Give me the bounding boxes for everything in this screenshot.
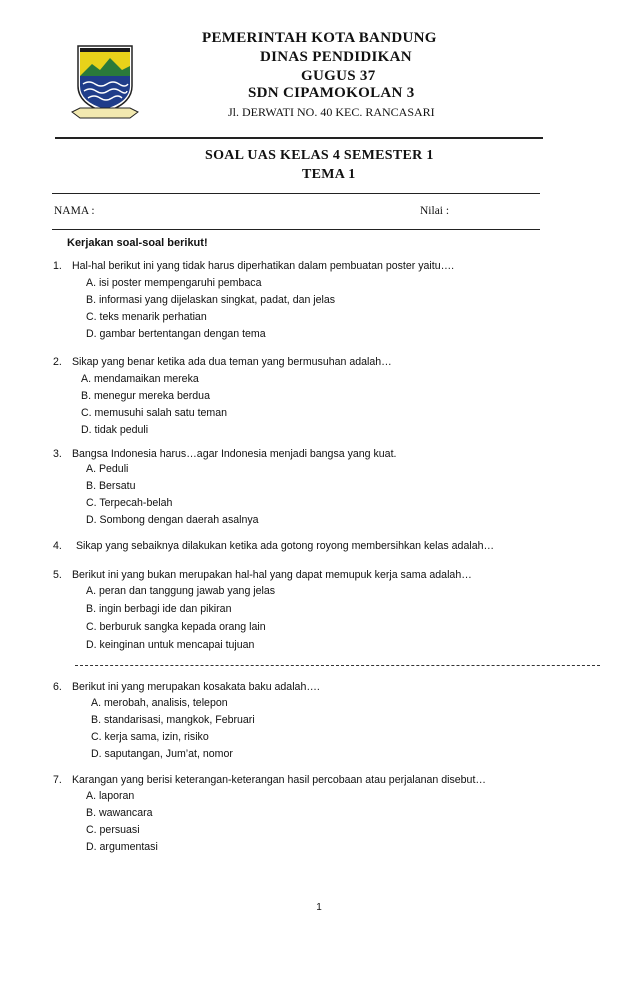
question-2 <box>53 354 613 371</box>
q7-option-d: D. argumentasi <box>86 841 158 853</box>
question-number: 3. <box>53 448 62 460</box>
q5-option-c: C. berburuk sangka kepada orang lain <box>86 621 266 633</box>
q7-option-a: A. laporan <box>86 790 135 802</box>
question-text: Berikut ini yang merupakan kosakata baku adalah…. <box>71 681 320 693</box>
q6-option-b: B. standarisasi, mangkok, Februari <box>91 714 255 726</box>
bandung-city-crest-icon <box>70 42 140 124</box>
question-number: 1. <box>53 260 62 272</box>
q7-option-c: C. persuasi <box>86 824 140 836</box>
q6-option-c: C. kerja sama, izin, risiko <box>91 731 209 743</box>
question-3 <box>53 446 613 463</box>
question-1 <box>53 258 613 275</box>
q2-option-d: D. tidak peduli <box>81 424 149 436</box>
q1-option-d: D. gambar bertentangan dengan tema <box>86 328 266 340</box>
header-line-government: PEMERINTAH KOTA BANDUNG <box>202 30 437 46</box>
exam-subtitle: TEMA 1 <box>302 167 356 182</box>
question-number: 5. <box>53 569 62 581</box>
q1-option-a: A. isi poster mempengaruhi pembaca <box>86 277 262 289</box>
question-number: 7. <box>53 774 62 786</box>
q3-option-d: D. Sombong dengan daerah asalnya <box>86 514 259 526</box>
q6-option-a: A. merobah, analisis, telepon <box>91 697 228 709</box>
question-number: 2. <box>53 356 62 368</box>
q2-option-b: B. menegur mereka berdua <box>81 390 210 402</box>
question-text: Berikut ini yang bukan merupakan hal-hal yang dapat memupuk kerja sama adalah… <box>71 569 472 581</box>
q5-option-d: D. keinginan untuk mencapai tujuan <box>86 639 255 651</box>
header-school-name: SDN CIPAMOKOLAN 3 <box>248 85 415 101</box>
question-text: Hal-hal berikut ini yang tidak harus diperhatikan dalam pembuatan poster yaitu…. <box>71 260 455 272</box>
question-number: 6. <box>53 681 62 693</box>
q2-option-c: C. memusuhi salah satu teman <box>81 407 228 419</box>
q3-option-a: A. Peduli <box>86 463 129 475</box>
q1-option-c: C. teks menarik perhatian <box>86 311 207 323</box>
q3-option-b: B. Bersatu <box>86 480 136 492</box>
header-line-department: DINAS PENDIDIKAN <box>260 49 412 65</box>
q1-option-b: B. informasi yang dijelaskan singkat, padat, dan jelas <box>86 294 336 306</box>
question-number: 4. <box>53 540 62 552</box>
score-label: Nilai : <box>420 205 450 217</box>
title-divider <box>52 193 540 194</box>
name-divider <box>52 229 540 230</box>
header-divider <box>55 137 543 139</box>
q5-option-b: B. ingin berbagi ide dan pikiran <box>86 603 232 615</box>
header-line-cluster: GUGUS 37 <box>301 68 376 84</box>
q7-option-b: B. wawancara <box>86 807 153 819</box>
question-5 <box>53 567 613 584</box>
section-separator <box>75 665 600 666</box>
question-text: Sikap yang sebaiknya dilakukan ketika ada gotong royong membersihkan kelas adalah… <box>75 540 495 552</box>
question-6 <box>53 679 613 696</box>
q5-option-a: A. peran dan tanggung jawab yang jelas <box>86 585 276 597</box>
exam-title: SOAL UAS KELAS 4 SEMESTER 1 <box>205 148 434 163</box>
question-text: Karangan yang berisi keterangan-keterangan hasil percobaan atau perjalanan disebut… <box>71 774 486 786</box>
page-number: 1 <box>316 902 322 913</box>
question-7 <box>53 772 613 789</box>
header-address: Jl. DERWATI NO. 40 KEC. RANCASARI <box>228 105 435 119</box>
question-4 <box>53 538 613 555</box>
q3-option-c: C. Terpecah-belah <box>86 497 173 509</box>
question-text: Bangsa Indonesia harus…agar Indonesia menjadi bangsa yang kuat. <box>71 448 397 460</box>
q6-option-d: D. saputangan, Jum’at, nomor <box>91 748 233 760</box>
question-text: Sikap yang benar ketika ada dua teman yang bermusuhan adalah… <box>71 356 392 368</box>
name-label: NAMA : <box>54 205 95 217</box>
instruction: Kerjakan soal-soal berikut! <box>67 237 208 249</box>
q2-option-a: A. mendamaikan mereka <box>81 373 199 385</box>
